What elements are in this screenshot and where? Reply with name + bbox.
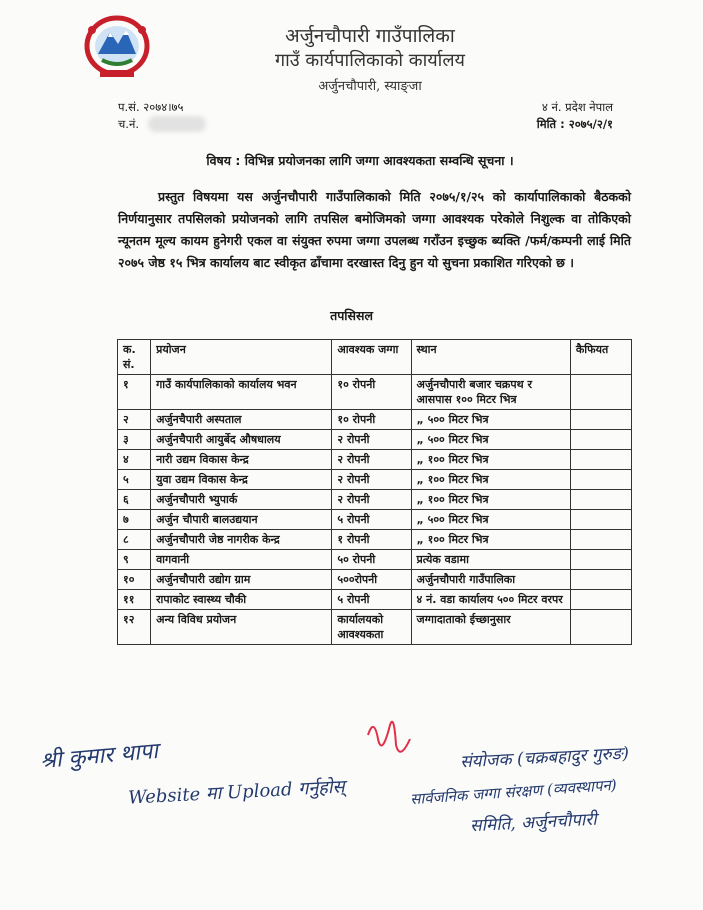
notice-body: प्रस्तुत विषयमा यस अर्जुनचौपारी गाउँपालिकाको मिति २०७५/१/२५ को कार्यापालिकाको बैठकको निर्णयानुसार तपसिलको प्रयोजनको लागि तपसिल बमोजिमको जग्गा आवश्यक परेकोले निशुल्क वा तोकिएको न्यूनतम मूल्य कायम हुनेगरी एकल वा संयुक्त रुपमा जग्गा उपलब्ध गराँउन इच्छुक ब्यक्ति /फर्म/कम्पनी लाई मिति २०७५ जेष्ठ १५ भित्र कार्यालय बाट स्वीकृत ढाँचामा दरखास्त दिनु हुन यो सुचना प्रकाशित गरिएको छ । — [118, 189, 631, 270]
redacted-dispatch — [148, 116, 206, 132]
cell — [570, 470, 631, 490]
letter-date: मिति : २०७५/२/१ — [536, 117, 613, 131]
handwritten-name: श्री कुमार थापा — [39, 738, 159, 775]
schedule-heading: तपसिसल — [330, 308, 373, 323]
cell: ६ — [118, 490, 151, 510]
handwritten-note: Website मा Upload गर्नुहोस् — [127, 776, 346, 809]
cell — [570, 490, 631, 510]
col-purpose: प्रयोजन — [151, 340, 332, 375]
cell: अर्जुन चौपारी बालउद्ययान — [151, 510, 332, 530]
cell: ७ — [118, 510, 151, 530]
office-address: अर्जुनचौपारी, स्याङ्जा — [318, 79, 422, 94]
cell: गाउँ कार्यपालिकाको कार्यालय भवन — [151, 375, 332, 410]
table-row — [118, 375, 632, 410]
cell: ३ — [118, 430, 151, 450]
table-header-row — [118, 340, 632, 375]
cell: १० रोपनी — [332, 410, 411, 430]
cell: १० रोपनी — [332, 375, 411, 410]
cell: ५ — [118, 470, 151, 490]
cell — [570, 570, 631, 590]
table-row — [118, 570, 632, 590]
letter-subject: विषय : विभिन्न प्रयोजनका लागि जग्गा आवश्यकता सम्वन्धि सूचना । — [206, 153, 514, 168]
dispatch-number: च.नं. — [118, 117, 139, 131]
cell: २ रोपनी — [332, 450, 411, 470]
cell: १२ — [118, 610, 151, 645]
cell: ५००रोपनी — [332, 570, 411, 590]
cell: २ रोपनी — [332, 470, 411, 490]
land-requirement-table — [117, 339, 632, 645]
cell: प्रत्येक वडामा — [411, 550, 570, 570]
cell: कार्यालयको आवश्यकता — [332, 610, 411, 645]
cell: „ १०० मिटर भित्र — [411, 450, 570, 470]
handwritten-committee: सार्वजनिक जग्गा संरक्षण (व्यवस्थापन) — [409, 775, 618, 809]
col-remarks: कैफियत — [570, 340, 631, 375]
cell: युवा उद्यम विकास केन्द्र — [151, 470, 332, 490]
cell — [570, 450, 631, 470]
cell: अर्जुनचौपारी उद्योग ग्राम — [151, 570, 332, 590]
table-row — [118, 610, 632, 645]
province-label: ४ नं. प्रदेश नेपाल — [541, 100, 613, 114]
cell: ५० रोपनी — [332, 550, 411, 570]
cell: ५ रोपनी — [332, 510, 411, 530]
cell: „ ५०० मिटर भित्र — [411, 430, 570, 450]
cell: २ — [118, 410, 151, 430]
cell: ११ — [118, 590, 151, 610]
cell: जग्गादाताको ईच्छानुसार — [411, 610, 570, 645]
cell: रापाकोट स्वास्थ्य चौकी — [151, 590, 332, 610]
cell: अर्जुनचौपारी भ्युपार्क — [151, 490, 332, 510]
table-row — [118, 470, 632, 490]
cell: ९ — [118, 550, 151, 570]
cell — [570, 430, 631, 450]
cell: „ ५०० मिटर भित्र — [411, 510, 570, 530]
letter-reference-number: प.सं. २०७४।७५ — [118, 100, 184, 114]
office-name: गाउँ कार्यपालिकाको कार्यालय — [275, 50, 465, 71]
cell: वागवानी — [151, 550, 332, 570]
cell: „ १०० मिटर भित्र — [411, 490, 570, 510]
cell: ४ — [118, 450, 151, 470]
table-row — [118, 490, 632, 510]
cell: अन्य विविध प्रयोजन — [151, 610, 332, 645]
cell: अर्जुनचैपारी आयुर्बेद औषधालय — [151, 430, 332, 450]
handwritten-committee-place: समिति, अर्जुनचौपारी — [469, 809, 598, 837]
table-row — [118, 550, 632, 570]
col-land-required: आवश्यक जग्गा — [332, 340, 411, 375]
cell — [570, 410, 631, 430]
cell: २ रोपनी — [332, 430, 411, 450]
cell: „ १०० मिटर भित्र — [411, 530, 570, 550]
cell: अर्जुनचौपारी गाउँपालिका — [411, 570, 570, 590]
table-row — [118, 530, 632, 550]
cell: नारी उद्यम विकास केन्द्र — [151, 450, 332, 470]
cell: „ १०० मिटर भित्र — [411, 470, 570, 490]
cell: ५ रोपनी — [332, 590, 411, 610]
cell: १० — [118, 570, 151, 590]
cell: ४ नं. वडा कार्यालय ५०० मिटर वरपर — [411, 590, 570, 610]
cell: „ ५०० मिटर भित्र — [411, 410, 570, 430]
cell: १ — [118, 375, 151, 410]
cell — [570, 590, 631, 610]
cell: २ रोपनी — [332, 490, 411, 510]
col-serial: क. सं. — [118, 340, 151, 375]
handwritten-coordinator: संयोजक (चक्रबहादुर गुरुङ) — [459, 743, 630, 773]
red-signature-icon — [360, 705, 420, 765]
cell — [570, 375, 631, 410]
table-row — [118, 410, 632, 430]
table-row — [118, 430, 632, 450]
cell — [570, 610, 631, 645]
cell: अर्जुनचौपारी जेष्ठ नागरीक केन्द्र — [151, 530, 332, 550]
table-row — [118, 510, 632, 530]
cell: अर्जुनचौपारी बजार चक्रपथ र आसपास १०० मिटर भित्र — [411, 375, 570, 410]
cell: ८ — [118, 530, 151, 550]
cell — [570, 530, 631, 550]
cell: अर्जुनचैपारी अस्पताल — [151, 410, 332, 430]
cell — [570, 550, 631, 570]
table-row — [118, 590, 632, 610]
nepal-emblem-icon — [78, 10, 156, 80]
cell: १ रोपनी — [332, 530, 411, 550]
municipality-name: अर्जुनचौपारी गाउँपालिका — [285, 25, 455, 47]
col-location: स्थान — [411, 340, 570, 375]
table-row — [118, 450, 632, 470]
cell — [570, 510, 631, 530]
